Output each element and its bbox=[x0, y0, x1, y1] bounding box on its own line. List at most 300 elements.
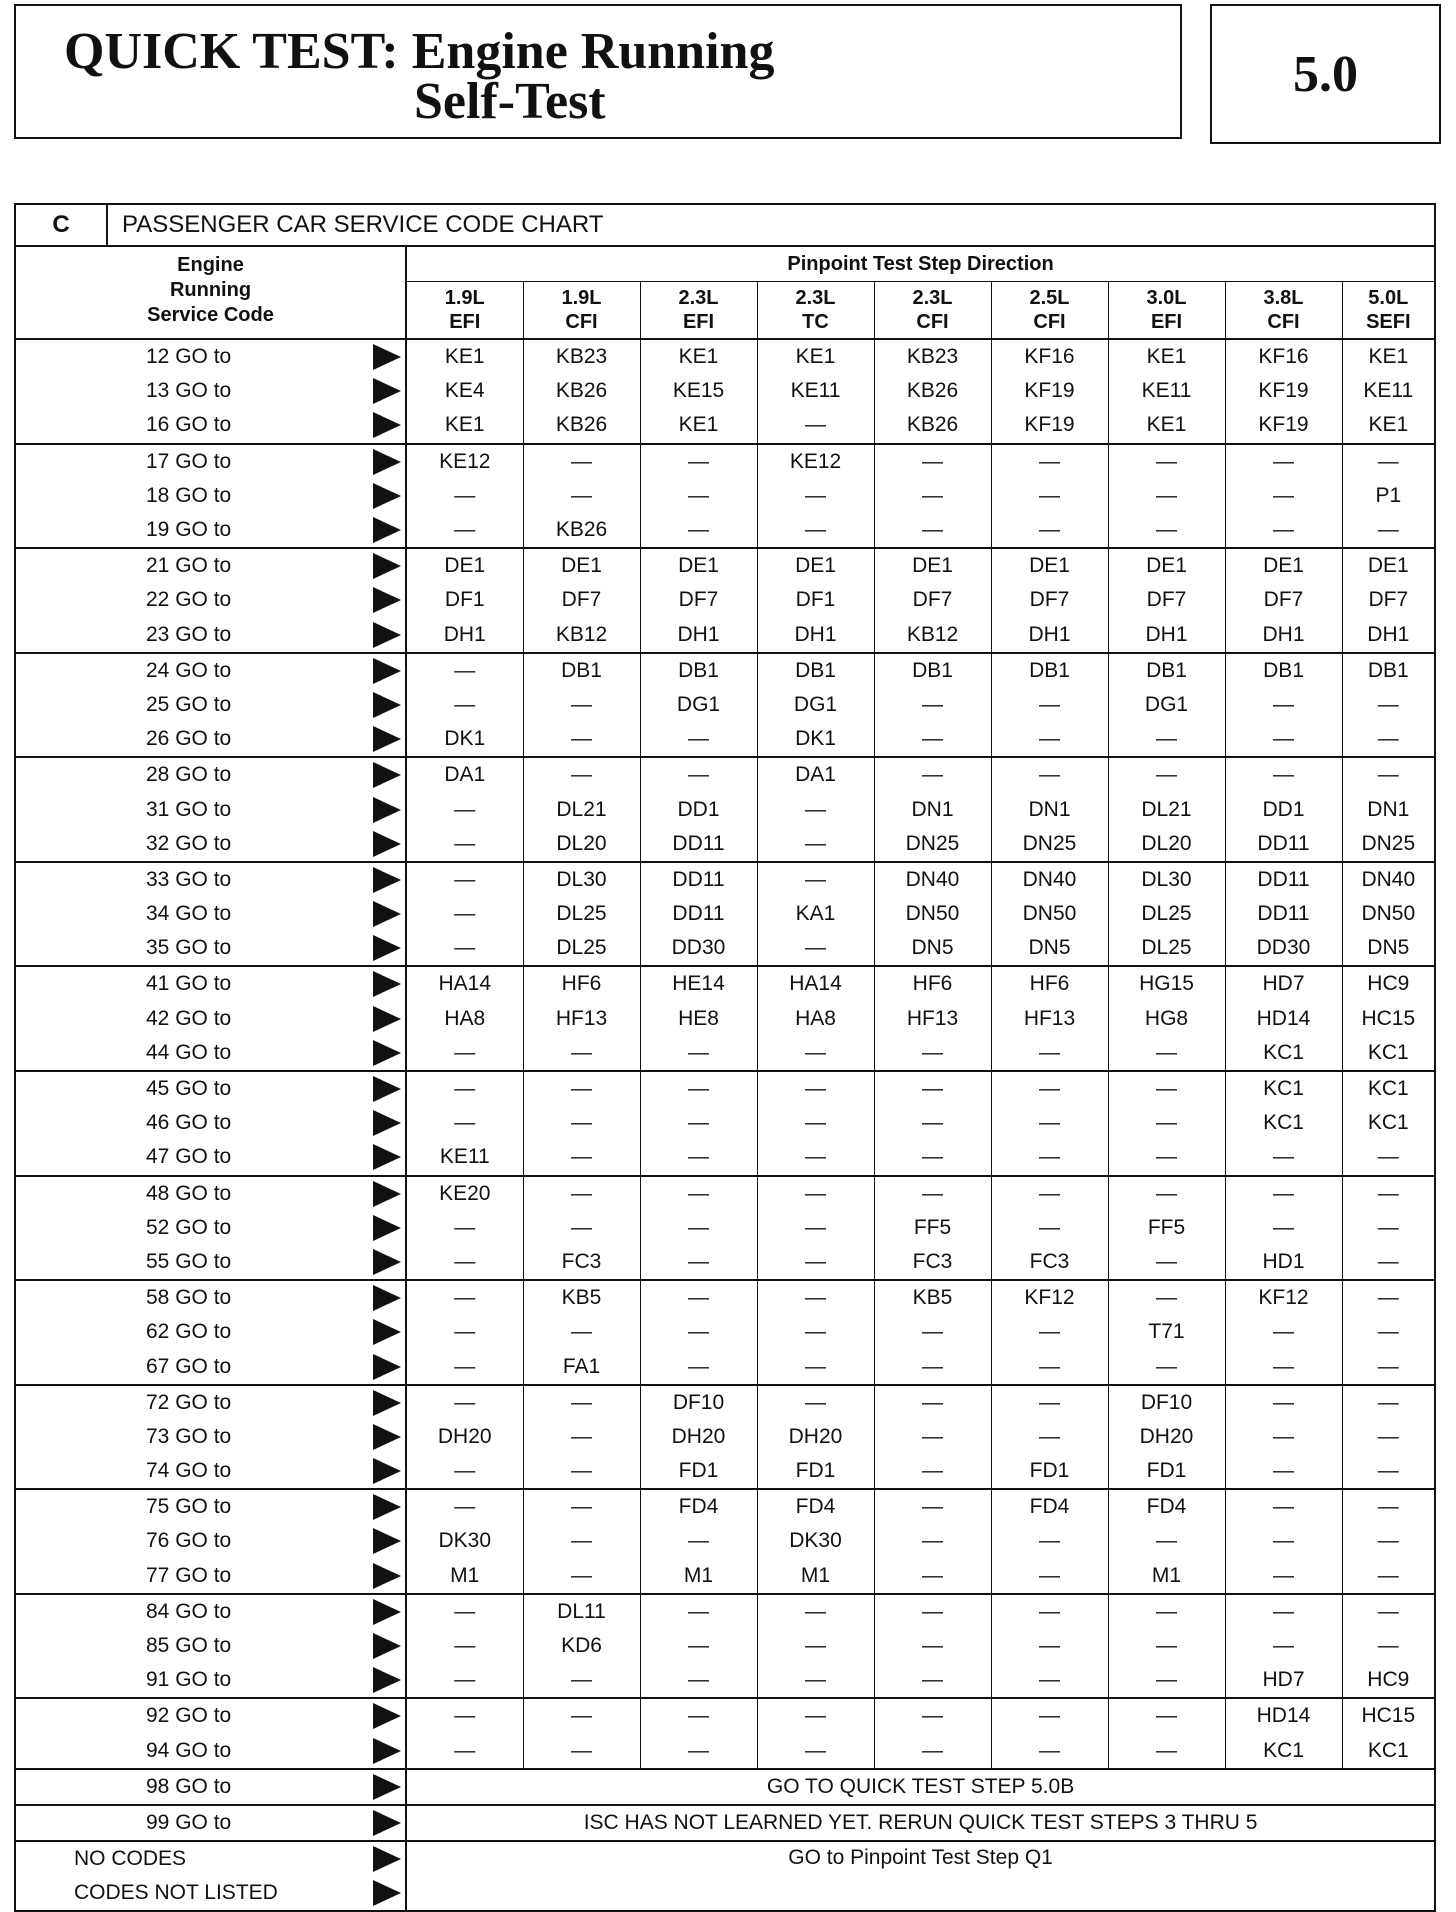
table-row bbox=[15, 408, 1435, 443]
table-row bbox=[15, 1280, 1435, 1315]
pinpoint-step-cell: T71 bbox=[1108, 1315, 1225, 1349]
pinpoint-step-cell: — bbox=[757, 408, 874, 443]
pinpoint-step-cell: DD30 bbox=[1225, 931, 1342, 966]
pinpoint-step-cell: — bbox=[523, 479, 640, 513]
pinpoint-step-cell: — bbox=[406, 653, 523, 688]
engine-column-header bbox=[874, 282, 991, 340]
engine-column-header-line: EFI bbox=[449, 311, 481, 333]
pinpoint-step-cell: — bbox=[1342, 722, 1435, 757]
pinpoint-step-cell: DE1 bbox=[874, 548, 991, 583]
engine-column-header-line: 2.3L bbox=[795, 287, 836, 309]
arrow-right-icon bbox=[373, 831, 401, 857]
pinpoint-step-cell: — bbox=[523, 1454, 640, 1489]
pinpoint-step-cell: DK30 bbox=[406, 1524, 523, 1558]
pinpoint-step-cell: DD30 bbox=[640, 931, 757, 966]
service-code-label: 72 GO to bbox=[146, 1390, 232, 1414]
pinpoint-step-cell: — bbox=[757, 1698, 874, 1733]
engine-column-header-line: 2.3L bbox=[678, 287, 719, 309]
pinpoint-step-cell: — bbox=[1225, 1349, 1342, 1384]
pinpoint-step-cell: KF19 bbox=[991, 408, 1108, 443]
pinpoint-step-cell: DK30 bbox=[757, 1524, 874, 1558]
pinpoint-step-cell: — bbox=[523, 1734, 640, 1769]
pinpoint-step-cell: KF12 bbox=[991, 1280, 1108, 1315]
pinpoint-step-cell: DG1 bbox=[640, 688, 757, 722]
pinpoint-step-cell: — bbox=[523, 1071, 640, 1106]
pinpoint-step-cell: DL20 bbox=[1108, 827, 1225, 862]
pinpoint-step-cell: — bbox=[1225, 1629, 1342, 1663]
service-code-cell bbox=[15, 1315, 406, 1349]
pinpoint-step-cell: — bbox=[1342, 1245, 1435, 1280]
pinpoint-step-cell: FC3 bbox=[874, 1245, 991, 1280]
table-row bbox=[15, 1594, 1435, 1629]
pinpoint-step-cell: — bbox=[874, 1454, 991, 1489]
pinpoint-step-cell: DE1 bbox=[1225, 548, 1342, 583]
pinpoint-step-cell: — bbox=[640, 1211, 757, 1245]
table-row bbox=[15, 1420, 1435, 1454]
pinpoint-step-cell: — bbox=[640, 513, 757, 548]
pinpoint-step-cell: — bbox=[1108, 1176, 1225, 1211]
pinpoint-step-cell: — bbox=[406, 1698, 523, 1733]
pinpoint-step-cell: — bbox=[1342, 1315, 1435, 1349]
pinpoint-step-cell: — bbox=[874, 479, 991, 513]
service-code-cell bbox=[15, 339, 406, 374]
pinpoint-step-cell: DN40 bbox=[874, 862, 991, 897]
pinpoint-step-cell: — bbox=[523, 1315, 640, 1349]
service-code-cell bbox=[15, 1385, 406, 1420]
pinpoint-step-cell: — bbox=[523, 1036, 640, 1071]
pinpoint-step-cell: DD11 bbox=[640, 897, 757, 931]
pinpoint-step-cell: — bbox=[1108, 1140, 1225, 1175]
service-code-label: 74 GO to bbox=[146, 1459, 232, 1483]
pinpoint-step-cell: DL25 bbox=[1108, 897, 1225, 931]
pinpoint-step-cell: HC15 bbox=[1342, 1698, 1435, 1733]
pinpoint-step-cell: DL20 bbox=[523, 827, 640, 862]
special-row bbox=[15, 1805, 1435, 1841]
table-row bbox=[15, 1245, 1435, 1280]
pinpoint-step-cell: — bbox=[406, 1349, 523, 1384]
pinpoint-step-cell: — bbox=[523, 444, 640, 479]
pinpoint-step-cell: — bbox=[991, 1106, 1108, 1140]
pinpoint-step-cell: — bbox=[757, 1036, 874, 1071]
pinpoint-step-cell: KB12 bbox=[523, 618, 640, 653]
pinpoint-step-cell: DB1 bbox=[1225, 653, 1342, 688]
pinpoint-step-cell: DF7 bbox=[1225, 583, 1342, 617]
pinpoint-step-cell: — bbox=[1342, 1385, 1435, 1420]
pinpoint-step-cell: DL30 bbox=[1108, 862, 1225, 897]
pinpoint-step-cell: HD1 bbox=[1225, 1245, 1342, 1280]
pinpoint-step-cell: KE1 bbox=[640, 339, 757, 374]
service-code-label: 44 GO to bbox=[146, 1040, 232, 1064]
pinpoint-step-cell: DL25 bbox=[523, 897, 640, 931]
pinpoint-step-cell: — bbox=[757, 513, 874, 548]
service-code-label: 13 GO to bbox=[146, 379, 232, 403]
service-code-label: 94 GO to bbox=[146, 1738, 232, 1762]
pinpoint-step-cell: — bbox=[640, 1349, 757, 1384]
pinpoint-step-cell: — bbox=[406, 931, 523, 966]
pinpoint-step-cell: KB26 bbox=[874, 408, 991, 443]
pinpoint-step-cell: — bbox=[523, 1385, 640, 1420]
pinpoint-step-cell: — bbox=[1342, 1280, 1435, 1315]
engine-column-header bbox=[406, 282, 523, 340]
arrow-right-icon bbox=[373, 1667, 401, 1693]
pinpoint-step-cell: FF5 bbox=[1108, 1211, 1225, 1245]
table-row bbox=[15, 1176, 1435, 1211]
arrow-right-icon bbox=[373, 1880, 401, 1906]
engine-column-header bbox=[640, 282, 757, 340]
pinpoint-step-cell: — bbox=[523, 1140, 640, 1175]
table-row bbox=[15, 618, 1435, 653]
service-code-cell bbox=[15, 1769, 406, 1805]
pinpoint-step-cell: FC3 bbox=[523, 1245, 640, 1280]
pinpoint-step-cell: — bbox=[640, 1315, 757, 1349]
arrow-right-icon bbox=[373, 553, 401, 579]
pinpoint-step-cell: HA8 bbox=[757, 1002, 874, 1036]
arrow-right-icon bbox=[373, 1774, 401, 1800]
pinpoint-step-cell: — bbox=[523, 757, 640, 792]
arrow-right-icon bbox=[373, 867, 401, 893]
service-code-cell bbox=[15, 688, 406, 722]
pinpoint-step-cell: — bbox=[406, 1663, 523, 1698]
pinpoint-step-cell: — bbox=[874, 722, 991, 757]
service-code-cell bbox=[15, 1349, 406, 1384]
service-code-label: 76 GO to bbox=[146, 1529, 232, 1553]
pinpoint-step-cell: — bbox=[1108, 1663, 1225, 1698]
pinpoint-step-cell: — bbox=[874, 1106, 991, 1140]
table-row bbox=[15, 339, 1435, 374]
pinpoint-step-cell: KB12 bbox=[874, 618, 991, 653]
pinpoint-step-cell: — bbox=[991, 688, 1108, 722]
pinpoint-step-cell: KE20 bbox=[406, 1176, 523, 1211]
pinpoint-step-cell: DD11 bbox=[640, 827, 757, 862]
pinpoint-step-cell: — bbox=[1225, 757, 1342, 792]
pinpoint-step-cell: — bbox=[523, 1489, 640, 1524]
pinpoint-step-cell: KC1 bbox=[1342, 1106, 1435, 1140]
pinpoint-step-cell: — bbox=[523, 1176, 640, 1211]
pinpoint-step-cell: KE11 bbox=[406, 1140, 523, 1175]
service-code-label: 31 GO to bbox=[146, 797, 232, 821]
pinpoint-step-cell: DB1 bbox=[523, 653, 640, 688]
pinpoint-step-cell: — bbox=[1342, 1524, 1435, 1558]
service-code-cell bbox=[15, 966, 406, 1001]
arrow-right-icon bbox=[373, 412, 401, 438]
engine-column-header-line: EFI bbox=[1150, 311, 1183, 333]
service-code-label: 28 GO to bbox=[146, 763, 232, 787]
pinpoint-step-cell: — bbox=[1342, 688, 1435, 722]
service-code-cell bbox=[15, 1280, 406, 1315]
pinpoint-step-cell: — bbox=[523, 1559, 640, 1594]
pinpoint-step-cell: — bbox=[1225, 688, 1342, 722]
pinpoint-step-cell: KE12 bbox=[406, 444, 523, 479]
pinpoint-step-cell: — bbox=[1108, 513, 1225, 548]
pinpoint-step-cell: — bbox=[1108, 1036, 1225, 1071]
service-code-cell bbox=[15, 1841, 406, 1876]
pinpoint-step-cell: — bbox=[874, 1071, 991, 1106]
arrow-right-icon bbox=[373, 1528, 401, 1554]
pinpoint-step-cell: — bbox=[406, 862, 523, 897]
arrow-right-icon bbox=[373, 483, 401, 509]
arrow-right-icon bbox=[373, 1846, 401, 1872]
pinpoint-step-cell: M1 bbox=[640, 1559, 757, 1594]
arrow-right-icon bbox=[373, 1144, 401, 1170]
pinpoint-step-cell: — bbox=[406, 827, 523, 862]
service-code-cell bbox=[15, 1876, 406, 1911]
pinpoint-step-cell: — bbox=[757, 1629, 874, 1663]
table-row bbox=[15, 374, 1435, 408]
pinpoint-step-cell: — bbox=[406, 688, 523, 722]
pinpoint-step-cell: DH20 bbox=[1108, 1420, 1225, 1454]
service-code-cell bbox=[15, 1489, 406, 1524]
pinpoint-step-cell: — bbox=[406, 1036, 523, 1071]
pinpoint-step-cell: — bbox=[991, 1071, 1108, 1106]
table-row bbox=[15, 1559, 1435, 1594]
pinpoint-step-cell: DE1 bbox=[640, 548, 757, 583]
pinpoint-step-cell: — bbox=[1342, 1420, 1435, 1454]
pinpoint-step-cell: — bbox=[1108, 479, 1225, 513]
arrow-right-icon bbox=[373, 1076, 401, 1102]
pinpoint-step-cell: — bbox=[1342, 1176, 1435, 1211]
code-header-line: Engine bbox=[177, 254, 244, 276]
engine-column-header-line: 2.5L bbox=[1029, 287, 1070, 309]
service-code-label: 33 GO to bbox=[146, 867, 232, 891]
pinpoint-step-cell: DN1 bbox=[874, 792, 991, 826]
pinpoint-step-cell: DB1 bbox=[874, 653, 991, 688]
pinpoint-step-cell: DE1 bbox=[991, 548, 1108, 583]
arrow-right-icon bbox=[373, 1494, 401, 1520]
service-code-cell bbox=[15, 1594, 406, 1629]
service-code-cell bbox=[15, 862, 406, 897]
table-row bbox=[15, 583, 1435, 617]
pinpoint-step-cell: — bbox=[757, 1385, 874, 1420]
pinpoint-step-cell: DD11 bbox=[640, 862, 757, 897]
pinpoint-step-cell: HE14 bbox=[640, 966, 757, 1001]
pinpoint-step-cell: — bbox=[874, 1385, 991, 1420]
pinpoint-step-cell: KE1 bbox=[406, 408, 523, 443]
pinpoint-step-cell: HE8 bbox=[640, 1002, 757, 1036]
pinpoint-step-cell: — bbox=[757, 792, 874, 826]
pinpoint-step-cell: HG8 bbox=[1108, 1002, 1225, 1036]
pinpoint-step-cell: HA8 bbox=[406, 1002, 523, 1036]
engine-column-header bbox=[991, 282, 1108, 340]
pinpoint-step-cell: — bbox=[757, 1280, 874, 1315]
pinpoint-step-cell: DN25 bbox=[1342, 827, 1435, 862]
title-box bbox=[14, 4, 1182, 139]
pinpoint-step-cell: — bbox=[1225, 444, 1342, 479]
service-code-label: 23 GO to bbox=[146, 622, 232, 646]
pinpoint-step-cell: — bbox=[874, 1663, 991, 1698]
service-code-cell bbox=[15, 1698, 406, 1733]
pinpoint-step-cell: DB1 bbox=[1108, 653, 1225, 688]
code-header-line: Running bbox=[169, 279, 252, 301]
pinpoint-step-cell: — bbox=[757, 931, 874, 966]
pinpoint-step-cell: FD1 bbox=[991, 1454, 1108, 1489]
pinpoint-step-cell: — bbox=[406, 792, 523, 826]
pinpoint-step-cell: — bbox=[757, 1176, 874, 1211]
table-row bbox=[15, 1385, 1435, 1420]
pinpoint-step-cell: DF7 bbox=[1342, 583, 1435, 617]
pinpoint-step-cell: HG15 bbox=[1108, 966, 1225, 1001]
table-row bbox=[15, 931, 1435, 966]
section-number: 5.0 bbox=[1210, 4, 1441, 144]
arrow-right-icon bbox=[373, 1181, 401, 1207]
pinpoint-step-cell: — bbox=[1225, 1420, 1342, 1454]
pinpoint-step-cell: — bbox=[406, 1245, 523, 1280]
pinpoint-step-cell: DG1 bbox=[1108, 688, 1225, 722]
arrow-right-icon bbox=[373, 344, 401, 370]
page-title: QUICK TEST: Engine Running bbox=[64, 23, 775, 80]
pinpoint-step-cell: DD1 bbox=[640, 792, 757, 826]
final-row bbox=[15, 1841, 1435, 1876]
pinpoint-step-cell: — bbox=[1108, 444, 1225, 479]
pinpoint-step-cell: — bbox=[1225, 513, 1342, 548]
pinpoint-step-cell: — bbox=[1225, 1524, 1342, 1558]
pinpoint-step-cell: — bbox=[874, 1349, 991, 1384]
table-row bbox=[15, 722, 1435, 757]
pinpoint-step-cell: DA1 bbox=[757, 757, 874, 792]
pinpoint-step-cell: — bbox=[1108, 1071, 1225, 1106]
pinpoint-step-cell: FD4 bbox=[1108, 1489, 1225, 1524]
pinpoint-step-cell: KE15 bbox=[640, 374, 757, 408]
pinpoint-step-cell: — bbox=[406, 1280, 523, 1315]
service-code-cell bbox=[15, 1420, 406, 1454]
pinpoint-step-cell: — bbox=[640, 1734, 757, 1769]
pinpoint-step-cell: DL30 bbox=[523, 862, 640, 897]
pinpoint-step-cell: KF16 bbox=[1225, 339, 1342, 374]
engine-column-header-line: CFI bbox=[916, 311, 949, 333]
pinpoint-step-cell: — bbox=[1225, 1385, 1342, 1420]
service-code-label: 58 GO to bbox=[146, 1286, 232, 1310]
pinpoint-step-cell: DF7 bbox=[991, 583, 1108, 617]
pinpoint-step-cell: KE1 bbox=[757, 339, 874, 374]
pinpoint-step-cell: — bbox=[523, 1698, 640, 1733]
arrow-right-icon bbox=[373, 1458, 401, 1484]
pinpoint-step-cell: — bbox=[991, 1524, 1108, 1558]
pinpoint-step-cell: HA14 bbox=[757, 966, 874, 1001]
pinpoint-step-cell: KB26 bbox=[523, 374, 640, 408]
service-code-cell bbox=[15, 1140, 406, 1175]
pinpoint-step-cell: — bbox=[757, 479, 874, 513]
table-row bbox=[15, 1698, 1435, 1733]
pinpoint-step-cell: DL25 bbox=[523, 931, 640, 966]
engine-column-header-line: EFI bbox=[682, 311, 715, 333]
pinpoint-step-cell: HF6 bbox=[991, 966, 1108, 1001]
engine-column-header-line: TC bbox=[802, 311, 829, 333]
pinpoint-step-cell: HA14 bbox=[406, 966, 523, 1001]
pinpoint-step-cell: — bbox=[523, 1211, 640, 1245]
pinpoint-header: Pinpoint Test Step Direction bbox=[406, 246, 1435, 282]
pinpoint-step-cell: HF13 bbox=[874, 1002, 991, 1036]
pinpoint-step-cell: — bbox=[406, 513, 523, 548]
pinpoint-step-cell: — bbox=[757, 827, 874, 862]
arrow-right-icon bbox=[373, 726, 401, 752]
pinpoint-step-cell: KC1 bbox=[1342, 1734, 1435, 1769]
service-code-label: 45 GO to bbox=[146, 1077, 232, 1101]
pinpoint-step-cell: — bbox=[1108, 1106, 1225, 1140]
pinpoint-step-cell: KE11 bbox=[1108, 374, 1225, 408]
pinpoint-step-cell: KB5 bbox=[874, 1280, 991, 1315]
engine-column-header-line: CFI bbox=[1267, 311, 1300, 333]
pinpoint-step-cell: — bbox=[1225, 1140, 1342, 1175]
pinpoint-step-cell: KE1 bbox=[406, 339, 523, 374]
service-code-label: 22 GO to bbox=[146, 588, 232, 612]
pinpoint-step-cell: KC1 bbox=[1225, 1071, 1342, 1106]
table-row bbox=[15, 1349, 1435, 1384]
engine-column-header-line: CFI bbox=[565, 311, 598, 333]
table-row bbox=[15, 1036, 1435, 1071]
pinpoint-step-cell: DF1 bbox=[757, 583, 874, 617]
pinpoint-step-cell: FD1 bbox=[1108, 1454, 1225, 1489]
pinpoint-step-cell: DN25 bbox=[991, 827, 1108, 862]
engine-column-header-line: 1.9L bbox=[444, 287, 485, 309]
arrow-right-icon bbox=[373, 1110, 401, 1136]
pinpoint-step-cell: — bbox=[640, 1176, 757, 1211]
pinpoint-step-cell: DH1 bbox=[757, 618, 874, 653]
table-row bbox=[15, 966, 1435, 1001]
pinpoint-step-cell: — bbox=[1108, 1734, 1225, 1769]
table-row bbox=[15, 688, 1435, 722]
table-row bbox=[15, 548, 1435, 583]
pinpoint-step-cell: DN5 bbox=[874, 931, 991, 966]
pinpoint-step-cell: DF7 bbox=[874, 583, 991, 617]
pinpoint-step-cell: — bbox=[757, 1245, 874, 1280]
pinpoint-step-cell: HD7 bbox=[1225, 1663, 1342, 1698]
pinpoint-step-cell: — bbox=[757, 1211, 874, 1245]
pinpoint-step-cell: — bbox=[1225, 479, 1342, 513]
pinpoint-step-cell: KB26 bbox=[523, 408, 640, 443]
pinpoint-step-cell: — bbox=[1108, 757, 1225, 792]
service-code-label: 46 GO to bbox=[146, 1111, 232, 1135]
engine-column-header bbox=[1108, 282, 1225, 340]
service-code-label: 21 GO to bbox=[146, 554, 232, 578]
arrow-right-icon bbox=[373, 587, 401, 613]
pinpoint-step-cell: — bbox=[523, 1663, 640, 1698]
service-code-label: 47 GO to bbox=[146, 1145, 232, 1169]
pinpoint-step-cell: KA1 bbox=[757, 897, 874, 931]
service-code-cell bbox=[15, 618, 406, 653]
service-code-label: 34 GO to bbox=[146, 902, 232, 926]
pinpoint-step-cell: FD1 bbox=[640, 1454, 757, 1489]
pinpoint-step-cell: DG1 bbox=[757, 688, 874, 722]
pinpoint-step-cell: FD1 bbox=[757, 1454, 874, 1489]
arrow-right-icon bbox=[373, 658, 401, 684]
pinpoint-step-cell: — bbox=[640, 444, 757, 479]
pinpoint-step-cell: DN5 bbox=[991, 931, 1108, 966]
pinpoint-step-cell: KD6 bbox=[523, 1629, 640, 1663]
pinpoint-step-cell: DN40 bbox=[1342, 862, 1435, 897]
pinpoint-step-cell: KC1 bbox=[1225, 1036, 1342, 1071]
pinpoint-step-cell: KB23 bbox=[874, 339, 991, 374]
pinpoint-step-cell: — bbox=[757, 862, 874, 897]
pinpoint-step-cell: — bbox=[640, 1036, 757, 1071]
table-row bbox=[15, 827, 1435, 862]
group-header-row bbox=[15, 246, 1435, 282]
pinpoint-step-cell: KB23 bbox=[523, 339, 640, 374]
pinpoint-step-cell: DN1 bbox=[991, 792, 1108, 826]
arrow-right-icon bbox=[373, 449, 401, 475]
service-code-label: 55 GO to bbox=[146, 1249, 232, 1273]
pinpoint-step-cell: DN50 bbox=[1342, 897, 1435, 931]
pinpoint-step-cell: HC15 bbox=[1342, 1002, 1435, 1036]
pinpoint-step-cell: — bbox=[874, 1315, 991, 1349]
pinpoint-step-cell: — bbox=[874, 1559, 991, 1594]
pinpoint-step-cell: — bbox=[757, 1349, 874, 1384]
pinpoint-step-cell: — bbox=[1225, 1489, 1342, 1524]
service-code-cell bbox=[15, 1734, 406, 1769]
pinpoint-step-cell: — bbox=[991, 757, 1108, 792]
chart-title: PASSENGER CAR SERVICE CODE CHART bbox=[107, 204, 1435, 246]
pinpoint-step-cell: DF10 bbox=[640, 1385, 757, 1420]
table-row bbox=[15, 1002, 1435, 1036]
table-row bbox=[15, 1734, 1435, 1769]
